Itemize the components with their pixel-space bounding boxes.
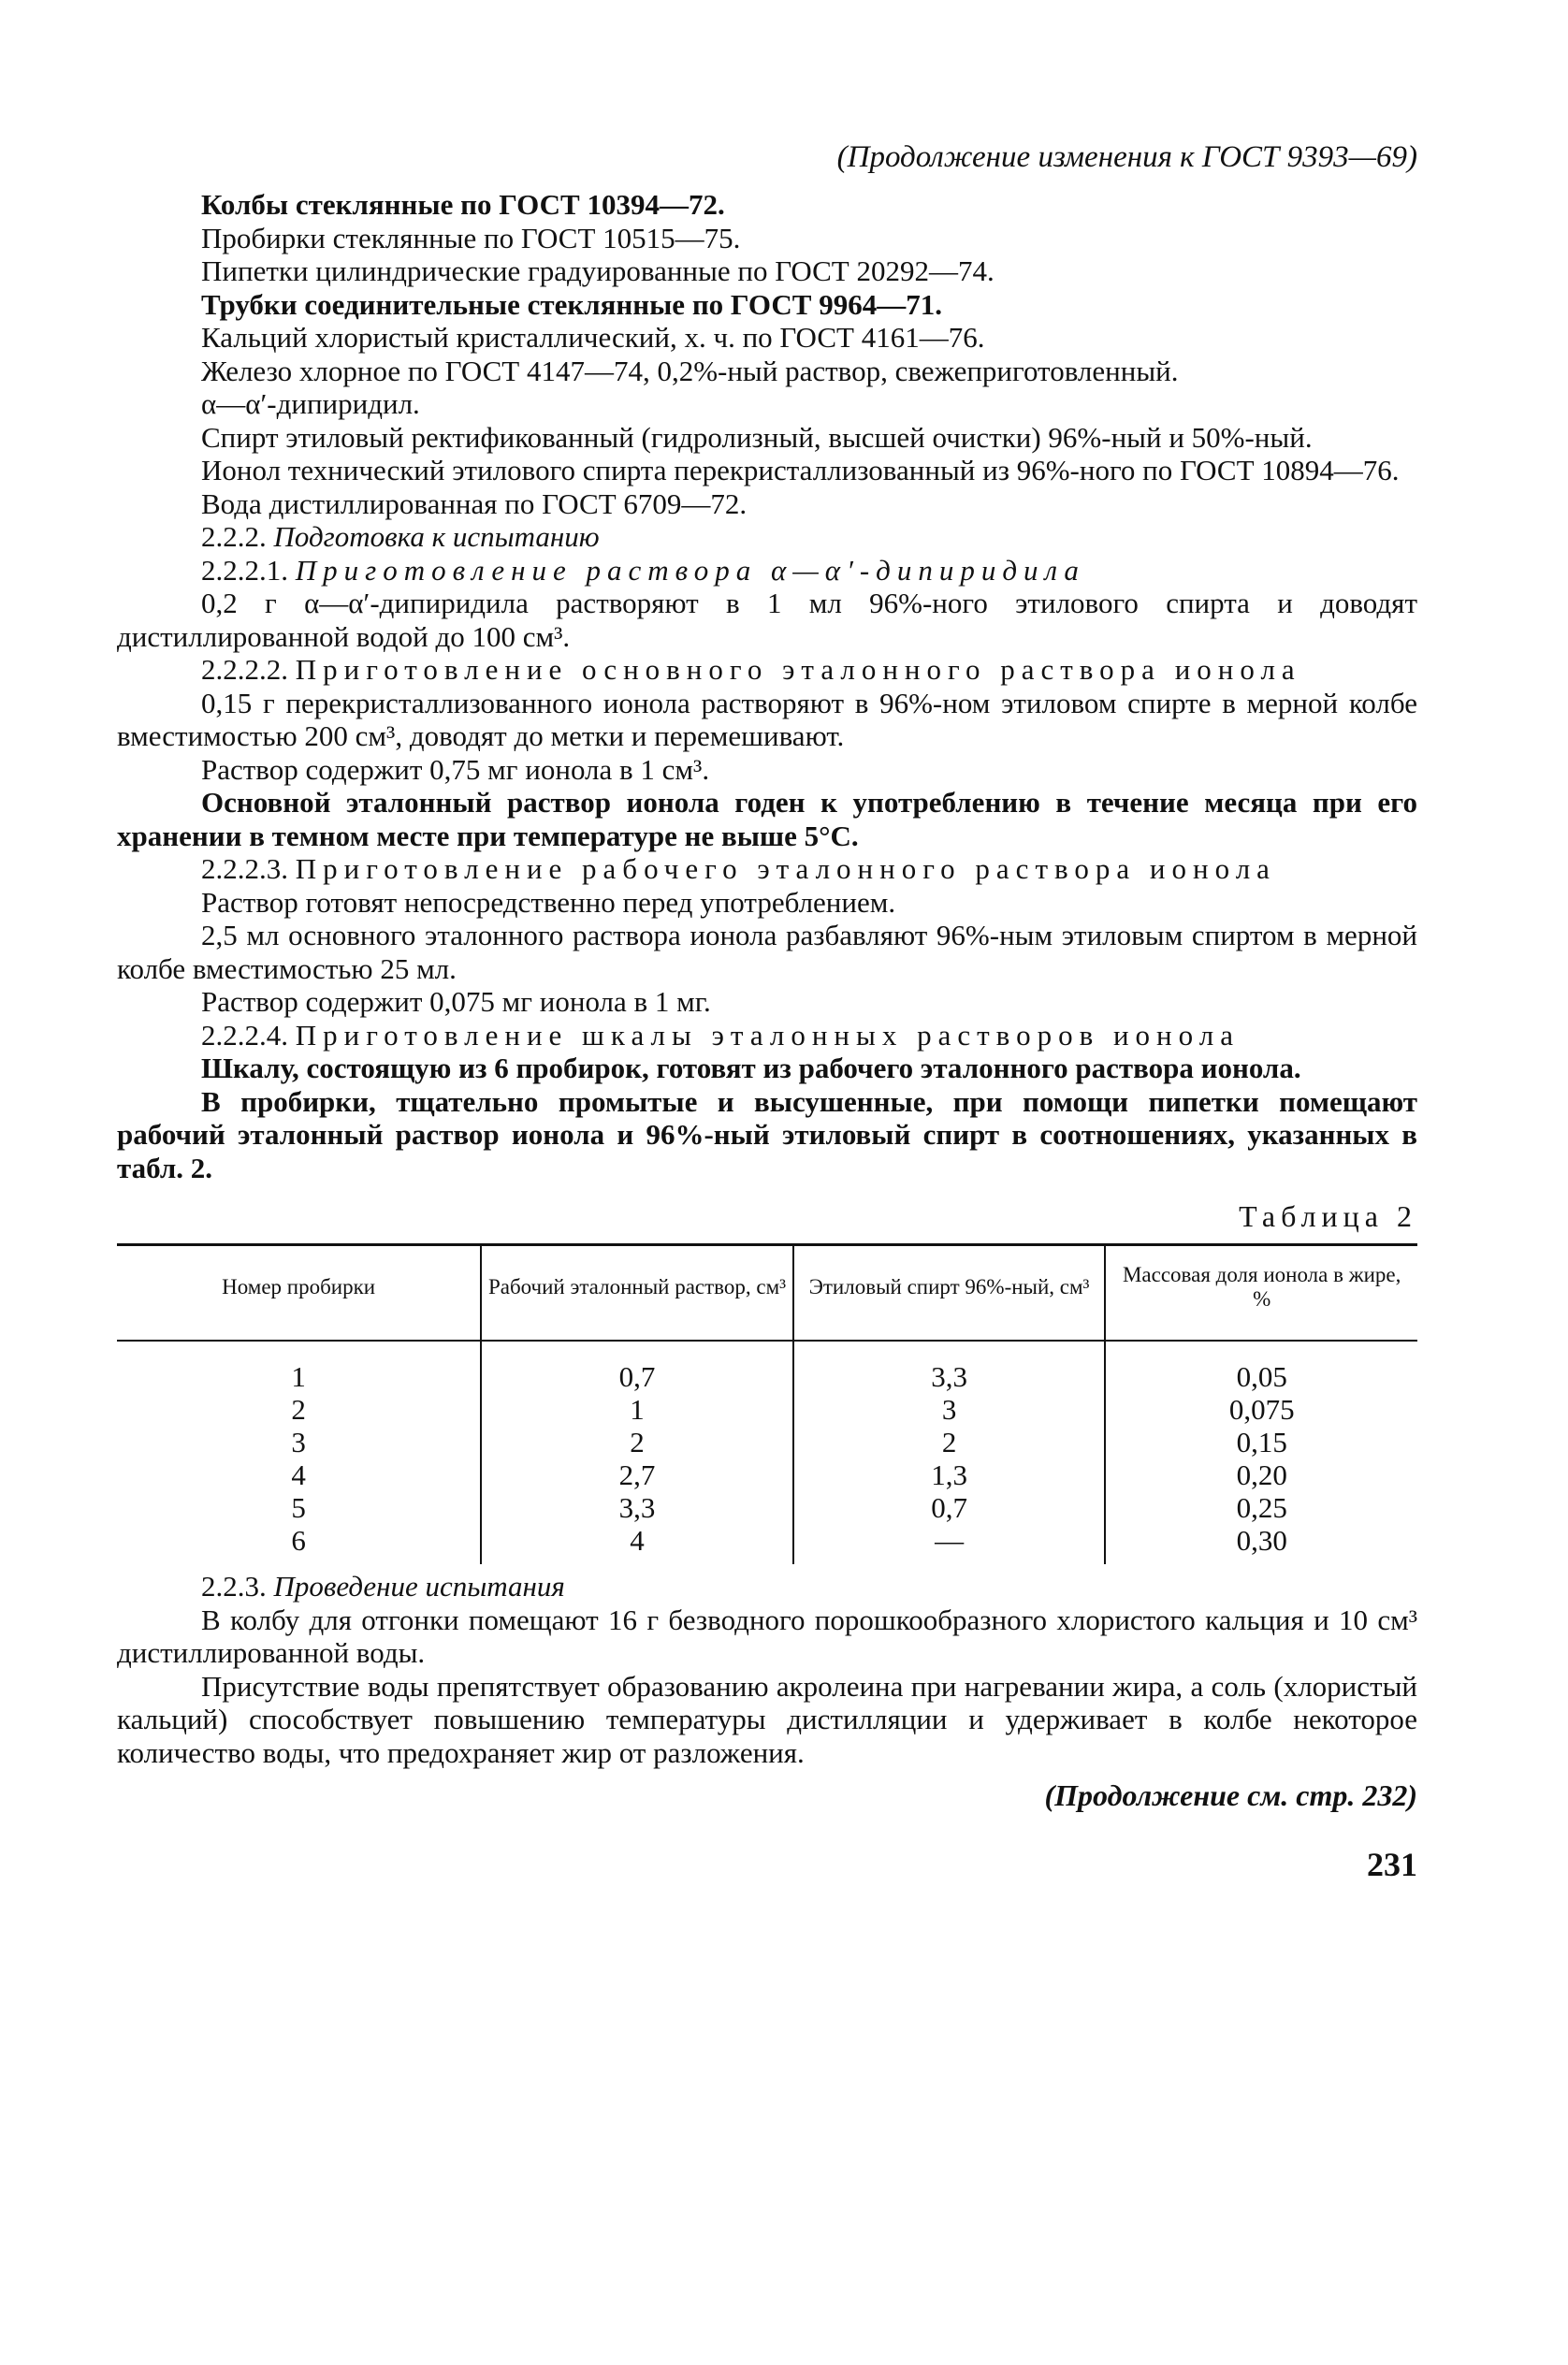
continued-note: (Продолжение см. стр. 232) xyxy=(1044,1778,1417,1812)
material-water: Вода дистиллированная по ГОСТ 6709—72. xyxy=(201,486,748,520)
material-tubes: Трубки соединительные стеклянные по ГОСТ 9964—71. xyxy=(201,287,942,321)
section-number: 2.2.2.4. xyxy=(201,1018,288,1052)
cell-tube: 6 xyxy=(291,1524,306,1557)
test-procedure-note: Присутствие воды препятствует образованию акролеина при нагревании жира, а соль (хлористый кальций) способствует повышению температуры дистилляции и удерживает в колбе некоторое количество воды, что предохраняет жир от разложения. xyxy=(117,1669,1417,1769)
material-pipettes: Пипетки цилиндрические градуированные по ГОСТ 20292—74. xyxy=(201,254,995,287)
table-row xyxy=(117,1491,1417,1524)
page-number: 231 xyxy=(1367,1846,1417,1883)
section-title: Подготовка к испытанию xyxy=(273,520,600,553)
cell-working: 4 xyxy=(481,1524,793,1564)
section-number: 2.2.2.3. xyxy=(201,852,288,885)
material-flasks: Колбы стеклянные по ГОСТ 10394—72. xyxy=(201,188,725,221)
table-caption: Таблица 2 xyxy=(1239,1199,1417,1233)
test-procedure-text: В колбу для отгонки помещают 16 г безводного порошкообразного хлористого кальция и 10 см³ дистиллированной воды. xyxy=(117,1603,1417,1669)
section-2-2-2-heading xyxy=(117,520,1417,554)
cell-ethanol: — xyxy=(793,1524,1106,1564)
header-mass-fraction: Массовая доля ионола в жире, % xyxy=(1105,1245,1417,1342)
standards-table xyxy=(117,1243,1417,1564)
cell-fraction: 0,15 xyxy=(1105,1426,1417,1458)
cell-working: 0,7 xyxy=(481,1341,793,1393)
cell-ethanol: 2 xyxy=(793,1426,1106,1458)
cell-tube: 2 xyxy=(291,1393,306,1426)
section-2-2-2-2-heading xyxy=(117,653,1417,687)
cell-ethanol: 1,3 xyxy=(793,1458,1106,1491)
scale-text: Шкалу, состоящую из 6 пробирок, готовят из рабочего эталонного раствора ионола. xyxy=(201,1052,1301,1084)
section-title: Приготовление шкалы эталонных растворов ионола xyxy=(295,1018,1240,1052)
header-ethanol: Этиловый спирт 96%-ный, см³ xyxy=(793,1245,1106,1342)
material-test-tubes: Пробирки стеклянные по ГОСТ 10515—75. xyxy=(201,221,741,254)
cell-fraction: 0,075 xyxy=(1105,1393,1417,1426)
table-row xyxy=(117,1426,1417,1458)
document-page xyxy=(117,140,1417,1884)
working-solution-note: Раствор готовят непосредственно перед употреблением. xyxy=(201,885,896,919)
section-number: 2.2.3. xyxy=(201,1570,267,1603)
cell-working: 3,3 xyxy=(481,1491,793,1524)
cell-fraction: 0,20 xyxy=(1105,1458,1417,1491)
section-2-2-2-3-heading xyxy=(117,852,1417,886)
material-ethanol: Спирт этиловый ректификованный (гидролизный, высшей очистки) 96%-ный и 50%-ный. xyxy=(201,420,1313,454)
section-title: Приготовление раствора α—α′-дипиридила xyxy=(295,553,1085,587)
dipyridyl-preparation-text: 0,2 г α—α′-дипиридила растворяют в 1 мл 96%-ного этилового спирта и доводят дистиллированной водой до 100 см³. xyxy=(117,587,1417,653)
working-solution-content: Раствор содержит 0,075 мг ионола в 1 мг. xyxy=(201,985,711,1018)
table-header-row xyxy=(117,1245,1417,1342)
material-ionol: Ионол технический этилового спирта перекристаллизованный из 96%-ного по ГОСТ 10894—76. xyxy=(201,454,1400,486)
section-title: Приготовление рабочего эталонного раствора ионола xyxy=(295,852,1276,885)
cell-ethanol: 0,7 xyxy=(793,1491,1106,1524)
table-row xyxy=(117,1458,1417,1491)
stock-solution-storage: Основной эталонный раствор ионола годен к употреблению в течение месяца при его хранении в темном месте при температуре не выше 5°С. xyxy=(117,786,1417,852)
header-tube-number: Номер пробирки xyxy=(117,1245,481,1342)
stock-solution-text: 0,15 г перекристаллизованного ионола растворяют в 96%-ном этиловом спирте в мерной колбе вместимостью 200 см³, доводят до метки и перемешивают. xyxy=(117,686,1417,752)
material-dipyridyl: α—α′-дипиридил. xyxy=(201,387,420,420)
cell-tube: 3 xyxy=(291,1426,306,1458)
section-2-2-2-1-heading xyxy=(117,554,1417,588)
cell-tube: 1 xyxy=(291,1360,306,1393)
section-2-2-2-4-heading xyxy=(117,1019,1417,1052)
scale-procedure-text: В пробирки, тщательно промытые и высушенные, при помощи пипетки помещают рабочий эталонный раствор ионола и 96%-ный этиловый спирт в соотношениях, указанных в табл. 2. xyxy=(117,1084,1417,1184)
table-row xyxy=(117,1341,1417,1393)
table-row xyxy=(117,1524,1417,1564)
working-solution-text: 2,5 мл основного эталонного раствора ионола разбавляют 96%-ным этиловым спиртом в мерной колбе вместимостью 25 мл. xyxy=(117,919,1417,985)
cell-ethanol: 3 xyxy=(793,1393,1106,1426)
cell-fraction: 0,30 xyxy=(1105,1524,1417,1564)
header-working-solution: Рабочий эталонный раствор, см³ xyxy=(481,1245,793,1342)
cell-ethanol: 3,3 xyxy=(793,1341,1106,1393)
cell-fraction: 0,25 xyxy=(1105,1491,1417,1524)
material-calcium-chloride: Кальций хлористый кристаллический, х. ч. по ГОСТ 4161—76. xyxy=(201,321,985,354)
material-ferric-chloride: Железо хлорное по ГОСТ 4147—74, 0,2%-ный раствор, свежеприготовленный. xyxy=(201,354,1179,387)
section-title: Проведение испытания xyxy=(273,1570,565,1603)
cell-tube: 5 xyxy=(291,1491,306,1524)
running-header: (Продолжение изменения к ГОСТ 9393—69) xyxy=(836,140,1417,174)
stock-solution-content: Раствор содержит 0,75 мг ионола в 1 см³. xyxy=(201,752,710,786)
cell-working: 1 xyxy=(481,1393,793,1426)
cell-working: 2 xyxy=(481,1426,793,1458)
cell-working: 2,7 xyxy=(481,1458,793,1491)
cell-fraction: 0,05 xyxy=(1105,1341,1417,1393)
section-2-2-3-heading xyxy=(117,1570,1417,1603)
section-number: 2.2.2.1. xyxy=(201,553,288,587)
table-row xyxy=(117,1393,1417,1426)
cell-tube: 4 xyxy=(291,1458,306,1491)
section-title: Приготовление основного эталонного раствора ионола xyxy=(295,653,1301,686)
section-number: 2.2.2.2. xyxy=(201,653,288,686)
section-number: 2.2.2. xyxy=(201,520,267,553)
